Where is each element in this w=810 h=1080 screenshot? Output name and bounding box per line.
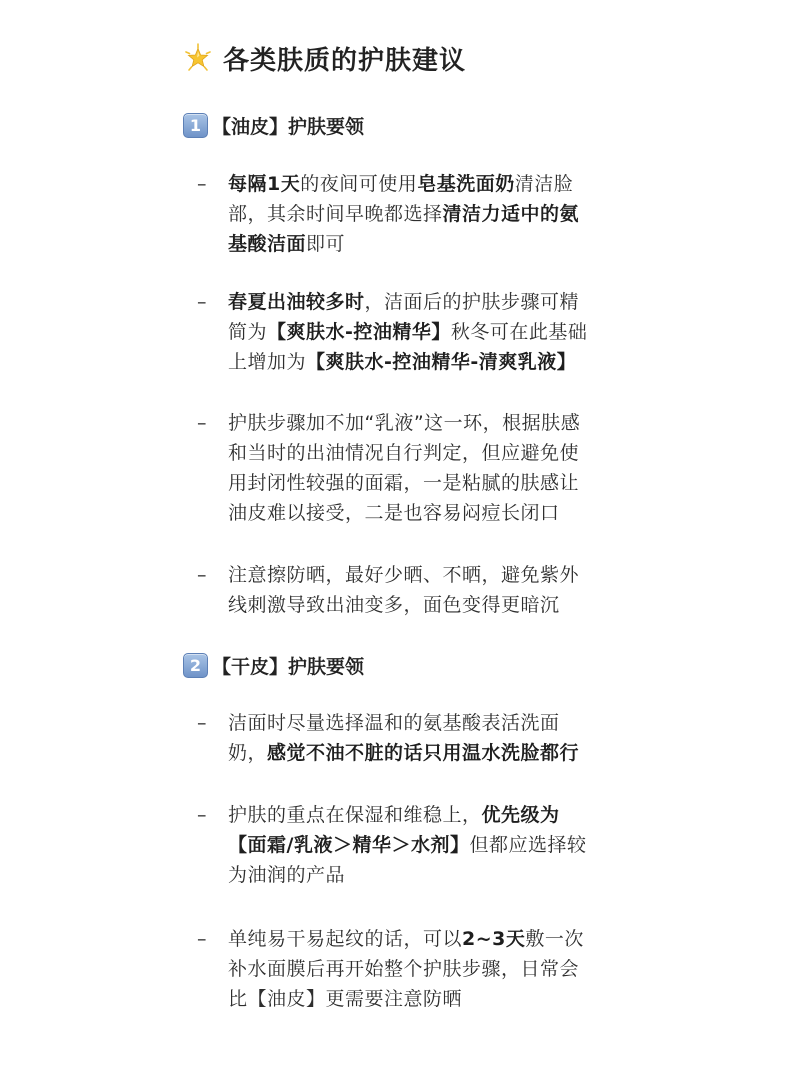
text-line <box>228 860 638 890</box>
text-run: 清洁脸 <box>514 173 574 195</box>
text-run: 护肤的重点在保湿和维稳上， <box>228 804 482 826</box>
text-line <box>228 560 638 590</box>
bold-text-run: 【面霜/乳液＞精华＞水剂】 <box>228 834 470 856</box>
bold-text-run: 【爽肤水-控油精华】 <box>267 321 451 343</box>
bold-text-run: 基酸洁面 <box>228 233 307 255</box>
text-run: 但都应选择较 <box>469 834 587 856</box>
text-run: 单纯易干易起纹的话，可以 <box>228 928 463 950</box>
bold-text-run: 2~3天 <box>462 928 526 950</box>
text-run: 注意擦防晒，最好少晒、不晒，避免紫外 <box>228 564 580 586</box>
text-line <box>228 347 638 377</box>
text-run: 的夜间可使用 <box>300 173 418 195</box>
text-line <box>228 438 638 468</box>
bullet-text <box>228 800 638 890</box>
bold-text-run: 春夏出油较多时 <box>228 291 365 313</box>
bold-text-run: 【爽肤水-控油精华-清爽乳液】 <box>306 351 577 373</box>
text-run: 护肤步骤加不加“乳液”这一环，根据肤感 <box>228 412 581 434</box>
text-line <box>228 708 638 738</box>
text-run: 和当时的出油情况自行判定，但应避免使 <box>228 442 580 464</box>
bullet-text <box>228 560 638 620</box>
text-run: 简为 <box>228 321 268 343</box>
text-line <box>228 924 638 954</box>
bullet-text <box>228 408 638 528</box>
text-line <box>228 317 638 347</box>
keycap-number-badge: 1 <box>183 113 208 138</box>
text-run: 为油润的产品 <box>228 864 346 886</box>
text-line <box>228 468 638 498</box>
page-title-row <box>183 36 466 80</box>
text-line <box>228 954 638 984</box>
text-line <box>228 590 638 620</box>
text-line <box>228 738 638 768</box>
text-run: 奶， <box>228 742 268 764</box>
page-title: 各类肤质的护肤建议 <box>223 45 467 76</box>
text-line <box>228 830 638 860</box>
text-line <box>228 229 638 259</box>
text-line <box>228 408 638 438</box>
bold-text-run: 清洁力适中的氨 <box>442 203 580 225</box>
bullet-dash: – <box>197 928 207 950</box>
bullet-text <box>228 924 638 1014</box>
keycap-number-badge: 2 <box>183 653 208 678</box>
text-line <box>228 169 638 199</box>
section-title: 【干皮】护肤要领 <box>212 655 365 678</box>
text-run: 秋冬可在此基础 <box>450 321 588 343</box>
text-run: 比【油皮】更需要注意防晒 <box>228 988 463 1010</box>
text-line <box>228 498 638 528</box>
bold-text-run: 优先级为 <box>481 804 560 826</box>
text-run: 用封闭性较强的面霜，一是粘腻的肤感让 <box>228 472 580 494</box>
bullet-dash: – <box>197 564 207 586</box>
glowing-star-icon <box>183 43 213 73</box>
text-run: 即可 <box>306 233 346 255</box>
text-line <box>228 287 638 317</box>
text-run: 敷一次 <box>525 928 584 950</box>
text-line <box>228 199 638 229</box>
text-run: ，洁面后的护肤步骤可精 <box>364 291 580 313</box>
text-run: 洁面时尽量选择温和的氨基酸表活洗面 <box>228 712 560 734</box>
bold-text-run: 每隔1天 <box>228 173 301 195</box>
text-run: 补水面膜后再开始整个护肤步骤，日常会 <box>228 958 580 980</box>
bullet-dash: – <box>197 412 207 434</box>
bullet-dash: – <box>197 173 207 195</box>
bullet-text <box>228 169 638 259</box>
bold-text-run: 皂基洗面奶 <box>417 173 515 195</box>
text-line <box>228 984 638 1014</box>
bullet-text <box>228 708 638 768</box>
bullet-dash: – <box>197 804 207 826</box>
section-dry-heading <box>183 650 364 680</box>
text-run: 油皮难以接受，二是也容易闷痘长闭口 <box>228 502 560 524</box>
bullet-dash: – <box>197 712 207 734</box>
section-title: 【油皮】护肤要领 <box>212 115 365 138</box>
bold-text-run: 感觉不油不脏的话只用温水洗脸都行 <box>267 742 580 764</box>
text-run: 部，其余时间早晚都选择 <box>228 203 443 225</box>
bullet-text <box>228 287 638 377</box>
section-oily-heading <box>183 110 364 140</box>
text-line <box>228 800 638 830</box>
text-run: 上增加为 <box>228 351 307 373</box>
text-run: 线刺激导致出油变多，面色变得更暗沉 <box>228 594 560 616</box>
bullet-dash: – <box>197 291 207 313</box>
